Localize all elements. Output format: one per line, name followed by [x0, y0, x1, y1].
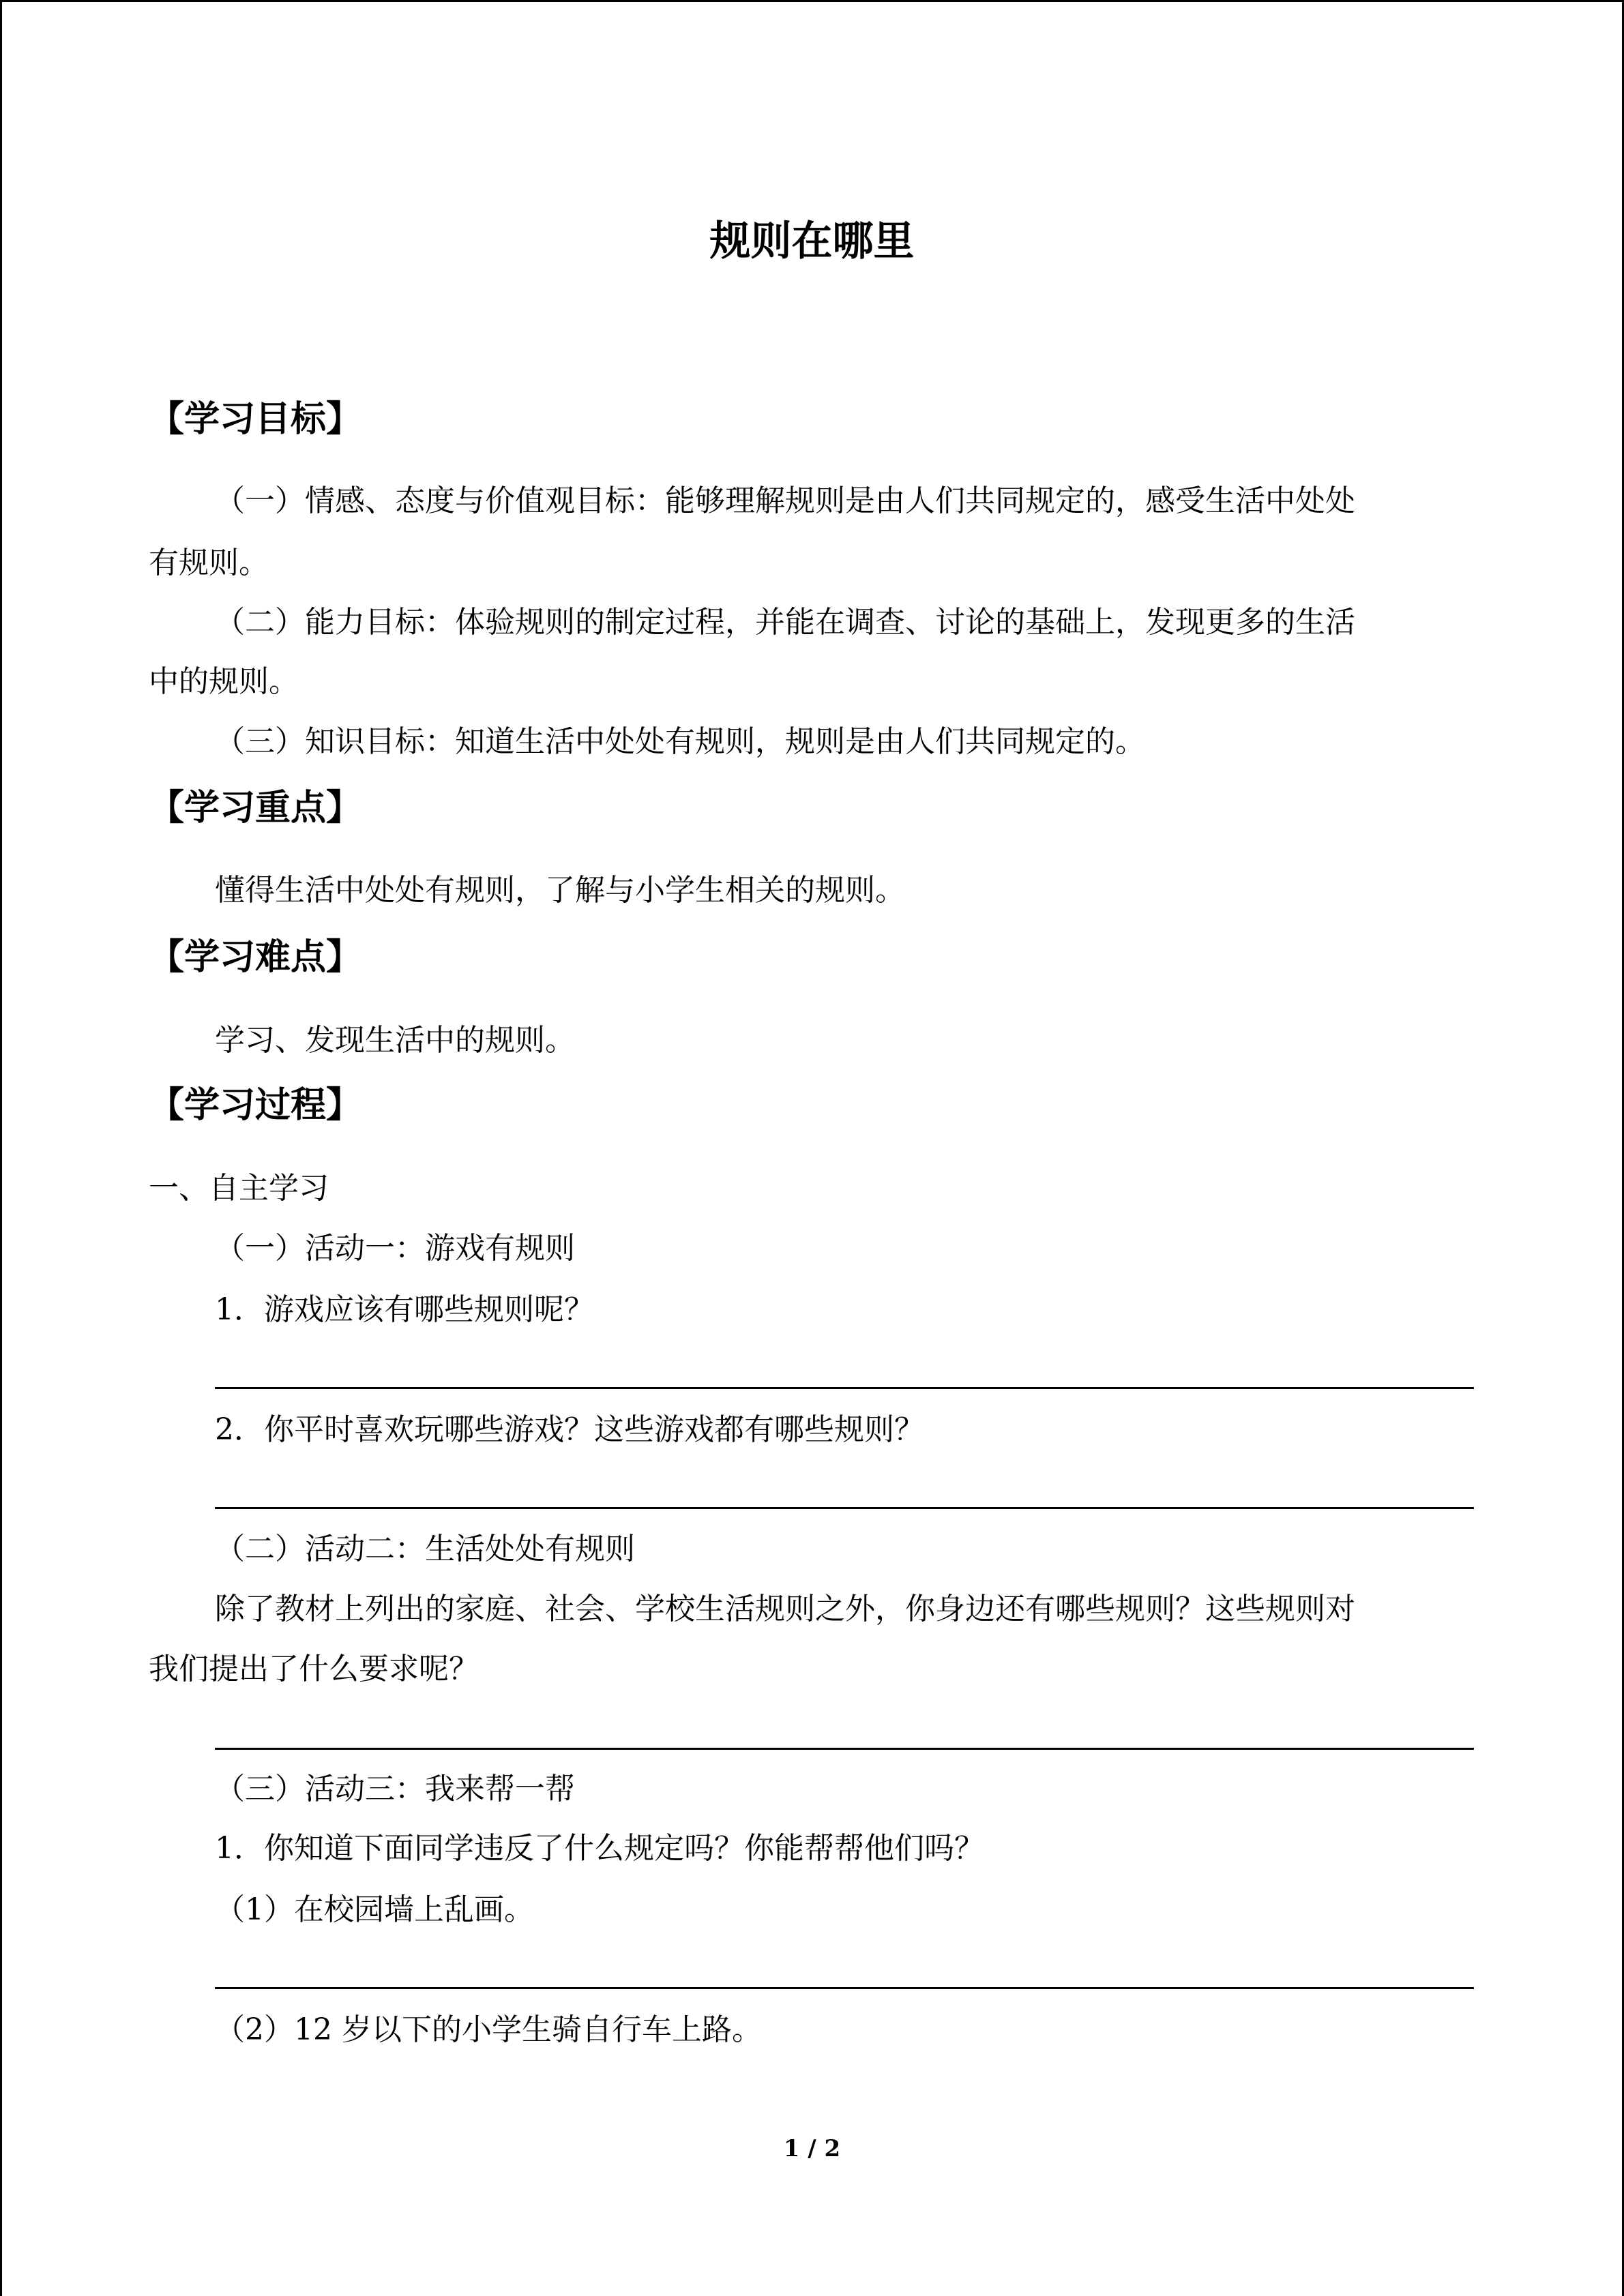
process-part-1: 一、自主学习 — [149, 1171, 329, 1206]
activity-3-question-1: 1．你知道下面同学违反了什么规定吗？你能帮帮他们吗？ — [215, 1831, 984, 1866]
activity-2-text-line-1: 除了教材上列出的家庭、社会、学校生活规则之外，你身边还有哪些规则？这些规则对 — [215, 1592, 1355, 1626]
key-points-heading: 【学习重点】 — [149, 787, 362, 829]
activity-2-title: （二）活动二：生活处处有规则 — [215, 1532, 635, 1566]
objective-1-line-2: 有规则。 — [149, 546, 269, 580]
activity-1-title: （一）活动一：游戏有规则 — [215, 1231, 575, 1266]
objectives-heading: 【学习目标】 — [149, 398, 362, 440]
activity-3-title: （三）活动三：我来帮一帮 — [215, 1772, 575, 1806]
key-points-text: 懂得生活中处处有规则，了解与小学生相关的规则。 — [215, 873, 905, 908]
activity-3-item-1: （1）在校园墙上乱画。 — [215, 1892, 534, 1927]
page-number: 1 / 2 — [783, 2135, 841, 2162]
activity-1-question-1: 1．游戏应该有哪些规则呢？ — [215, 1292, 594, 1327]
difficulties-heading: 【学习难点】 — [149, 936, 362, 978]
answer-line-2[interactable] — [215, 1507, 1474, 1509]
document-title: 规则在哪里 — [709, 218, 915, 265]
activity-1-question-2: 2．你平时喜欢玩哪些游戏？这些游戏都有哪些规则？ — [215, 1412, 924, 1447]
process-heading: 【学习过程】 — [149, 1084, 362, 1126]
difficulties-text: 学习、发现生活中的规则。 — [215, 1023, 575, 1058]
answer-line-1[interactable] — [215, 1387, 1474, 1389]
objective-1-line-1: （一）情感、态度与价值观目标：能够理解规则是由人们共同规定的，感受生活中处处 — [215, 483, 1355, 518]
objective-2-line-1: （二）能力目标：体验规则的制定过程，并能在调查、讨论的基础上，发现更多的生活 — [215, 605, 1355, 640]
objective-2-line-2: 中的规则。 — [149, 664, 299, 699]
objective-3: （三）知识目标：知道生活中处处有规则，规则是由人们共同规定的。 — [215, 724, 1145, 759]
answer-line-3[interactable] — [215, 1748, 1474, 1750]
activity-3-item-2: （2）12 岁以下的小学生骑自行车上路。 — [215, 2012, 762, 2047]
activity-2-text-line-2: 我们提出了什么要求呢？ — [149, 1652, 479, 1686]
answer-line-4[interactable] — [215, 1987, 1474, 1989]
